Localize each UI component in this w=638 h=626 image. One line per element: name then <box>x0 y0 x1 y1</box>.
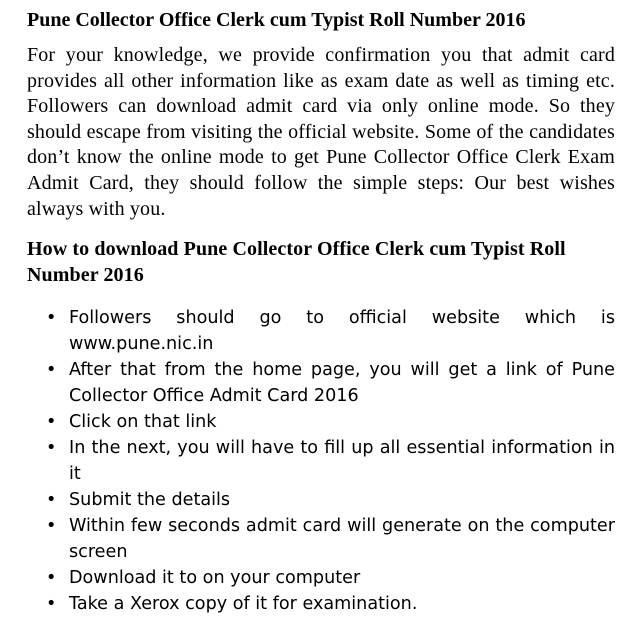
list-item <box>27 591 615 617</box>
step-text: Within few seconds admit card will generate on the computer screen <box>69 516 615 563</box>
document-title: Pune Collector Office Clerk cum Typist Roll Number 2016 <box>27 9 526 31</box>
list-item <box>27 565 615 591</box>
document-page <box>27 8 615 617</box>
bullet-icon: • <box>46 308 57 329</box>
bullet-icon: • <box>46 412 57 433</box>
list-item <box>27 513 615 565</box>
bullet-icon: • <box>46 438 57 459</box>
step-text: Take a Xerox copy of it for examination. <box>69 594 418 615</box>
list-item <box>27 435 615 487</box>
step-text: Submit the details <box>69 490 231 511</box>
bullet-icon: • <box>46 360 57 381</box>
step-text: In the next, you will have to fill up all essential information in it <box>69 438 615 485</box>
list-item <box>27 305 615 357</box>
steps-list <box>27 305 615 617</box>
bullet-icon: • <box>46 516 57 537</box>
bullet-icon: • <box>46 594 57 615</box>
step-text: Followers should go to official website which is www.pune.nic.in <box>69 308 615 355</box>
bullet-icon: • <box>46 490 57 511</box>
step-text: After that from the home page, you will get a link of Pune Collector Office Admit Card 2016 <box>69 360 615 407</box>
step-text: Download it to on your computer <box>69 568 361 589</box>
list-item <box>27 357 615 409</box>
list-item <box>27 409 615 435</box>
step-text: Click on that link <box>69 412 217 433</box>
list-item <box>27 487 615 513</box>
intro-paragraph: For your knowledge, we provide confirmation you that admit card provides all other information like as exam date as well as timing etc. Followers can download admit card via only online mode. So they should escape from visiting the official website. Some of the candidates don’t know the online mode to get Pune Collector Office Clerk Exam Admit Card, they should follow the simple steps: Our best wishes always with you. <box>27 44 615 220</box>
section-heading: How to download Pune Collector Office Clerk cum Typist Roll Number 2016 <box>27 238 566 287</box>
bullet-icon: • <box>46 568 57 589</box>
